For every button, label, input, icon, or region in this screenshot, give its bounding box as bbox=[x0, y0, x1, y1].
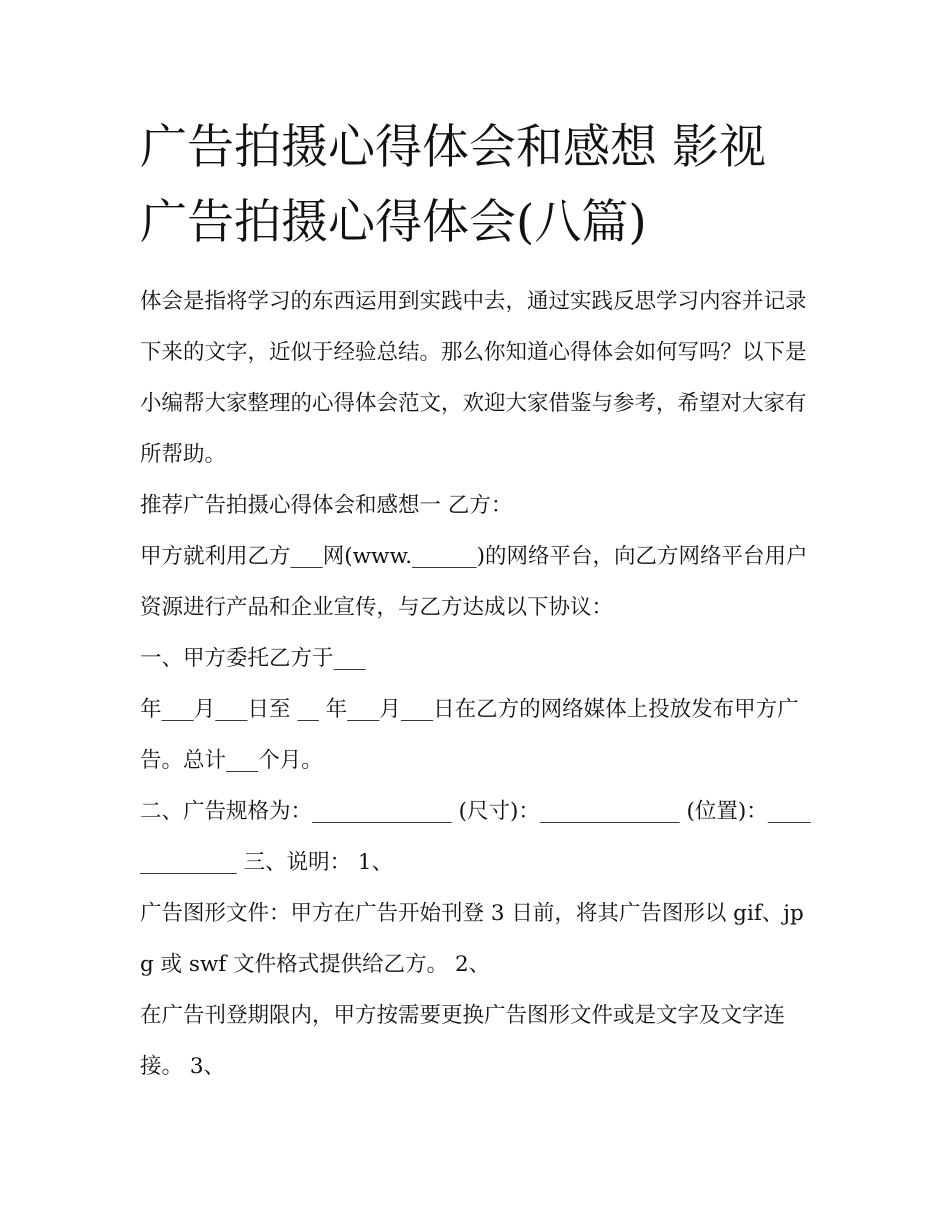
paragraph-graphics: 广告图形文件：甲方在广告开始刊登 3 日前，将其广告图形以 gif、jpg 或 swf 文件格式提供给乙方。 2、 bbox=[140, 901, 804, 977]
paragraph-agreement: 甲方就利用乙方___网(www.______)的网络平台，向乙方网络平台用户资源进行产品和企业宣传，与乙方达成以下协议： bbox=[140, 544, 808, 620]
document-page bbox=[140, 110, 812, 1092]
paragraph-clause-one: 一、甲方委托乙方于___ bbox=[140, 646, 366, 671]
paragraph-update: 在广告刊登期限内，甲方按需要更换广告图形文件或是文字及文字连接。 3、 bbox=[140, 1003, 786, 1079]
document-title: 广告拍摄心得体会和感想 影视广告拍摄心得体会(八篇) bbox=[140, 120, 766, 250]
paragraph-spec: 二、广告规格为：_____________ (尺寸)：_____________ (位置)：_____________ 三、说明： 1、 bbox=[140, 799, 811, 875]
paragraph-period: 年___月___日至 __ 年___月___日在乙方的网络媒体上投放发布甲方广告。总计___个月。 bbox=[140, 697, 799, 773]
paragraph-intro: 体会是指将学习的东西运用到实践中去，通过实践反思学习内容并记录下来的文字，近似于经验总结。那么你知道心得体会如何写吗？以下是小编帮大家整理的心得体会范文，欢迎大家借鉴与参考，希望对大家有所帮助。 bbox=[140, 289, 807, 467]
paragraph-heading-one: 推荐广告拍摄心得体会和感想一 乙方： bbox=[140, 493, 513, 518]
